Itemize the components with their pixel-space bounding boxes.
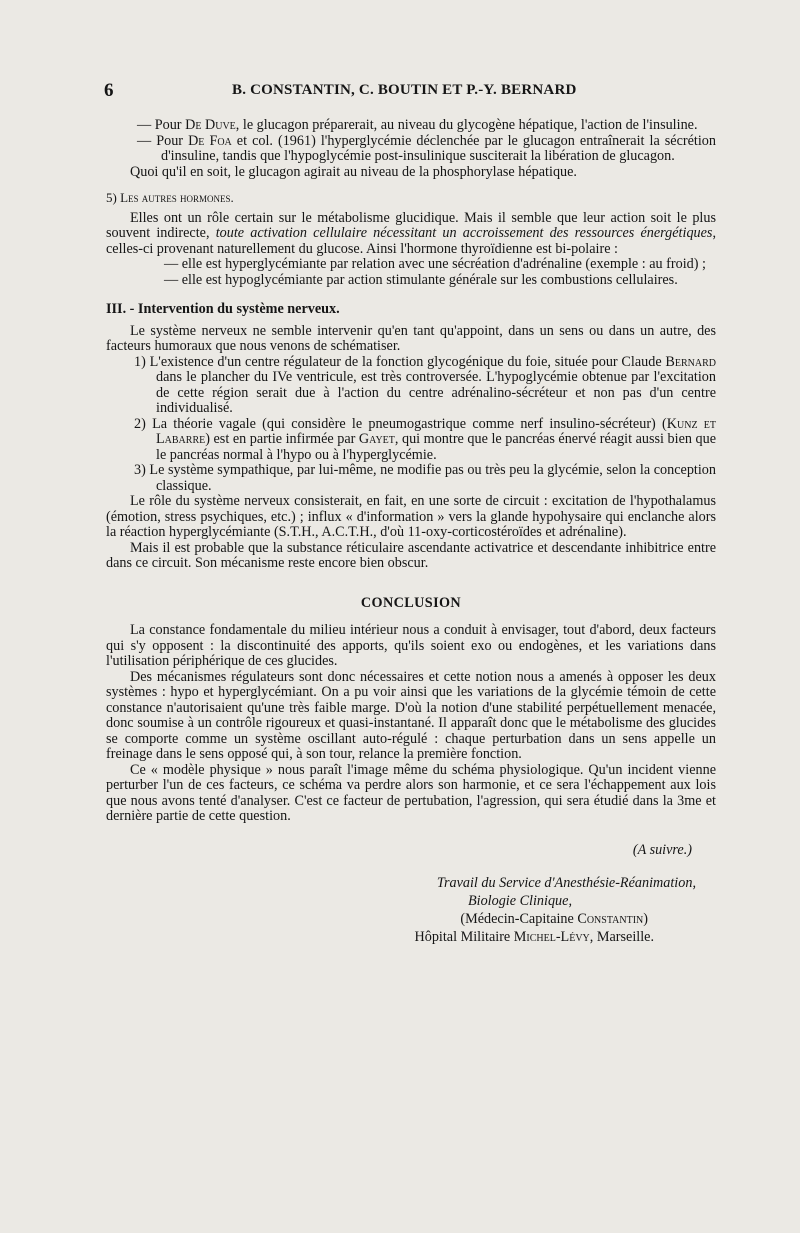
paragraph-de-foa (106, 134, 716, 165)
to-be-continued: (A suivre.) (632, 841, 692, 858)
signature-line-1: Travail du Service d'Anesthésie-Réanimation, (436, 875, 696, 891)
author-name: Kunz et Labarre (156, 415, 717, 447)
list-item-hyperglycemiante: — elle est hyperglycémiante par relation avec une sécréation d'adrénaline (exemple : au froid) ; (164, 256, 706, 272)
text-fragment: , qui montre que le pancréas énervé réagit aussi bien que le pancréas normal à l'hypo ou à l'hyperglycémie. (156, 431, 717, 463)
list-item-3: 3) Le système sympathique, par lui-même, ne modifie pas ou très peu la glycémie, selon la conception classique. (134, 462, 716, 494)
text-fragment: 1) L'existence d'un centre régulateur de la fonction glycogénique du foie, située pour Claude (134, 353, 666, 370)
running-title: B. CONSTANTIN, C. BOUTIN ET P.-Y. BERNARD (232, 82, 577, 98)
paragraph-quoi: Quoi qu'il en soit, le glucagon agirait au niveau de la phosphorylase hépatique. (130, 163, 577, 180)
text-fragment: , celles-ci provenant naturellement du glucose. Ainsi l'hormone thyroïdienne est bi-polaire : (106, 225, 716, 257)
text-fragment: — Pour (137, 132, 189, 149)
hospital-name: Michel-Lévy (513, 929, 590, 945)
text-fragment: (Médecin-Capitaine (460, 911, 578, 927)
list-item-2 (106, 417, 716, 464)
author-name: Gayet (358, 431, 395, 447)
text-fragment: Hôpital Militaire (414, 929, 514, 945)
signature-line-3 (106, 910, 696, 928)
signature-line-2: Biologie Clinique, (467, 893, 572, 909)
text-fragment: — Pour (137, 117, 186, 133)
text-fragment: , Marseille. (589, 929, 654, 945)
signature-block (106, 874, 716, 946)
author-name: Bernard (665, 353, 716, 370)
paragraph-role: Le rôle du système nerveux consisterait, en fait, en une sorte de circuit : excitation de l'hypothalamus (émotion, stress psychiques, etc.) ; influx « d'information » vers la glande hypohysaire qui enclanche alors la réaction hyperglycémiante (S.T.H., A.C.T.H., d'où 11-oxy-corticostéroïdes et adrénaline). (106, 493, 716, 540)
text-fragment: ) (643, 911, 648, 927)
conclusion-paragraph-3: Ce « modèle physique » nous paraît l'image même du schéma physiologique. Qu'un incident vienne perturber l'un de ces facteurs, ce schéma va perdre alors son harmonie, et ce sera l'échappement aux lois que nous avons tenté d'analyser. C'est ce facteur de pertubation, l'agression, qui sera étudié dans la 3me et dernière partie de cette question. (106, 761, 716, 824)
page-header (104, 80, 714, 102)
author-name: De Foa (188, 132, 232, 149)
part-heading-3: III. - Intervention du système nerveux. (106, 301, 340, 317)
paragraph-mais: Mais il est probable que la substance réticulaire ascendante activatrice et descendante inhibitrice entre dans ce circuit. Son mécanisme reste encore bien obscur. (106, 539, 716, 571)
text-fragment: , le glucagon préparerait, au niveau du glycogène hépatique, l'action de l'insuline. (235, 117, 698, 133)
paragraph-systeme-nerveux: Le système nerveux ne semble intervenir qu'en tant qu'appoint, dans un sens ou dans un autre, des facteurs humoraux que nous venons de schématiser. (106, 322, 716, 354)
text-fragment: et col. (1961) l'hyperglycémie déclenchée par le glucagon entraînerait la sécrétion d'insuline, tandis que l'hypoglycémie post-insulinique susciterait la libération de glucagon. (161, 132, 716, 164)
text-fragment: Elles ont un rôle certain sur le métabolisme glucidique. Mais il semble que leur action soit le plus souvent indirecte, (106, 209, 716, 241)
paragraph-de-duve (106, 118, 716, 134)
author-name: De Duve (185, 117, 236, 133)
emphasis-text: toute activation cellulaire nécessitant un accroissement des ressources énergétiques (215, 225, 713, 241)
conclusion-paragraph-2: Des mécanismes régulateurs sont donc nécessaires et cette notion nous a amenés à opposer les deux systèmes : hypo et hyperglycémiant. On a pu voir ainsi que les variations de la glycémie témoin de cette constance n'autorisaient qu'une très faible marge. D'où la notion d'une stabilité perpétuellement menacée, donc soumise à un contrôle rigoureux et quasi-instantané. Il apparaît donc que le métabolisme des glucides se comporte comme un système oscillant auto-régulé : chaque perturbation dans un sens appelle un freinage dans le sens opposé qui, à son tour, relance la première fonction. (106, 668, 716, 762)
conclusion-paragraph-1: La constance fondamentale du milieu intérieur nous a conduit à envisager, tout d'abord, deux facteurs qui s'y opposent : la discontinuité des apports, qu'ils soient exo ou endogènes, et les variations dans l'utilisation périphérique de ces glucides. (106, 622, 716, 669)
text-fragment: ) est en partie infirmée par (205, 431, 359, 447)
conclusion-title: CONCLUSION (360, 594, 462, 611)
signature-line-4 (106, 928, 696, 946)
list-item-hypoglycemiante: — elle est hypoglycémiante par action stimulante générale sur les combustions cellulaires. (164, 271, 678, 288)
page-number: 6 (104, 80, 114, 101)
paragraph-hormones (106, 211, 716, 258)
section-heading-5: 5) Les autres hormones. (106, 190, 234, 205)
text-fragment: dans le plancher du IVe ventricule, est très controversée. L'hypoglycémie obtenue par l'excitation de cette région serait due à l'action du centre adrénalino-sécréteur et non pas d'un centre individualisé. (156, 369, 716, 416)
author-name: Constantin (577, 911, 644, 927)
page-body (106, 118, 716, 946)
list-item-1 (106, 355, 716, 417)
text-fragment: 2) La théorie vagale (qui considère le pneumogastrique comme nerf insulino-sécréteur) ( (134, 415, 667, 432)
